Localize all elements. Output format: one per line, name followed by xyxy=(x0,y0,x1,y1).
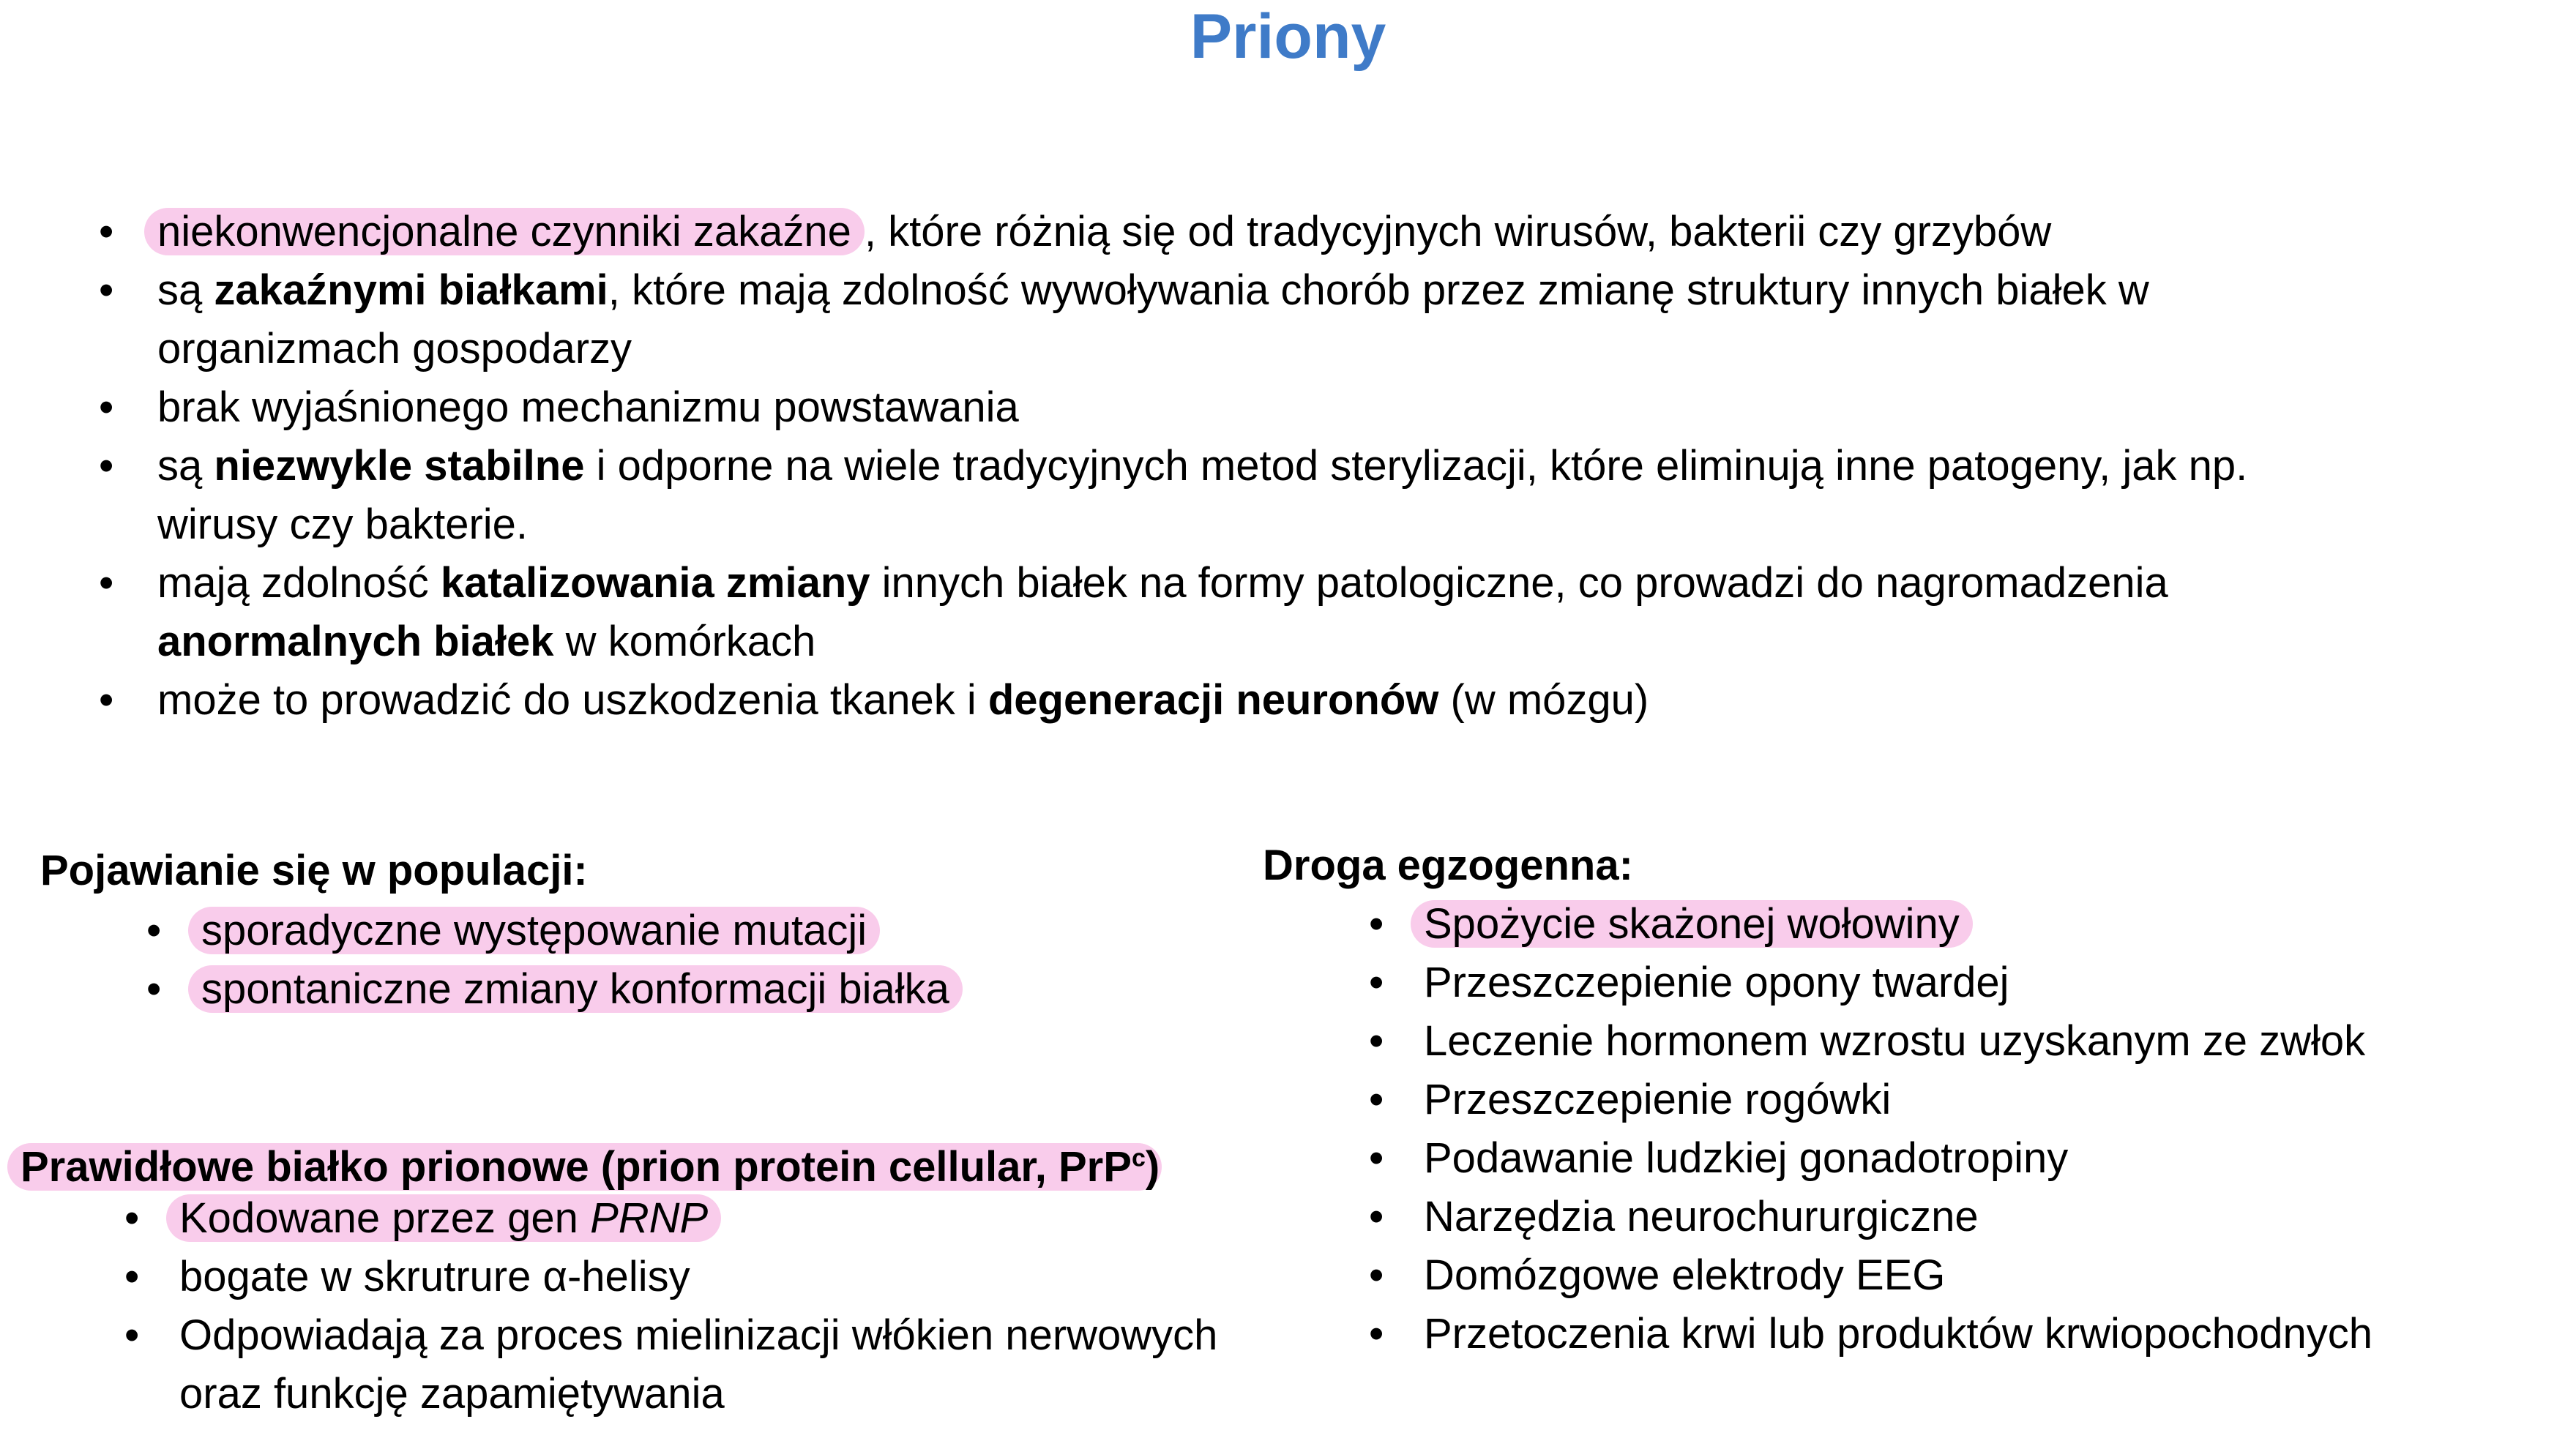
normal-protein-heading: Prawidłowe białko prionowe (prion protein cellular, PrP$^c$) xyxy=(20,1129,1160,1197)
highlighted-text: sporadyczne występowanie mutacji xyxy=(188,907,880,954)
list-item: • są zakaźnymi białkami, które mają zdolność wywoływania chorób przez zmianę struktury innych białek w organizmach gospodarzy xyxy=(157,261,2500,378)
slide-title: Priony xyxy=(1190,1,1386,72)
list-item: • są niezwykle stabilne i odporne na wiele tradycyjnych metod sterylizacji, które eliminują inne patogeny, jak np. wirusy czy bakterie. xyxy=(157,437,2500,554)
list-item xyxy=(201,902,963,960)
list-item: • Przeszczepienie rogówki xyxy=(1424,1071,2372,1129)
list-item: • Przetoczenia krwi lub produktów krwiopochodnych xyxy=(1424,1305,2372,1363)
population-heading: Pojawianie się w populacji: xyxy=(40,847,588,894)
highlighted-text: niekonwencjonalne czynniki zakaźne xyxy=(144,208,865,255)
normal-protein-list xyxy=(179,1189,1217,1423)
list-item: • niekonwencjonalne czynniki zakaźne , które różnią się od tradycyjnych wirusów, bakterii czy grzybów xyxy=(157,203,2500,261)
highlighted-text: Kodowane przez gen PRNP xyxy=(166,1194,721,1242)
list-item: • brak wyjaśnionego mechanizmu powstawania xyxy=(157,378,2500,437)
list-item: • Narzędzia neurochururgiczne xyxy=(1424,1188,2372,1246)
list-item xyxy=(179,1189,1217,1248)
highlighted-text: spontaniczne zmiany konformacji białka xyxy=(188,965,963,1013)
list-item: • może to prowadzić do uszkodzenia tkanek i degeneracji neuronów (w mózgu) xyxy=(157,671,2500,730)
list-item xyxy=(201,960,963,1019)
exogenous-list xyxy=(1424,895,2372,1363)
exogenous-heading: Droga egzogenna: xyxy=(1263,842,1633,889)
list-item: • Leczenie hormonem wzrostu uzyskanym ze zwłok xyxy=(1424,1012,2372,1071)
population-list xyxy=(201,902,963,1019)
list-item: • Podawanie ludzkiej gonadotropiny xyxy=(1424,1129,2372,1188)
list-item xyxy=(1424,895,2372,954)
list-item: • Przeszczepienie opony twardej xyxy=(1424,954,2372,1012)
main-bullet-list xyxy=(157,203,2500,730)
highlighted-text: Spożycie skażonej wołowiny xyxy=(1411,900,1973,948)
list-item: • Odpowiadają za proces mielinizacji włókien nerwowych oraz funkcję zapamiętywania xyxy=(179,1306,1217,1423)
highlighted-heading: Prawidłowe białko prionowe (prion protein cellular, PrP$^c$ xyxy=(7,1143,1162,1191)
list-item: • bogate w skrutrure α-helisy xyxy=(179,1248,1217,1306)
list-item: • mają zdolność katalizowania zmiany innych białek na formy patologiczne, co prowadzi do nagromadzenia anormalnych białek w komórkach xyxy=(157,554,2500,671)
list-item: • Domózgowe elektrody EEG xyxy=(1424,1246,2372,1305)
